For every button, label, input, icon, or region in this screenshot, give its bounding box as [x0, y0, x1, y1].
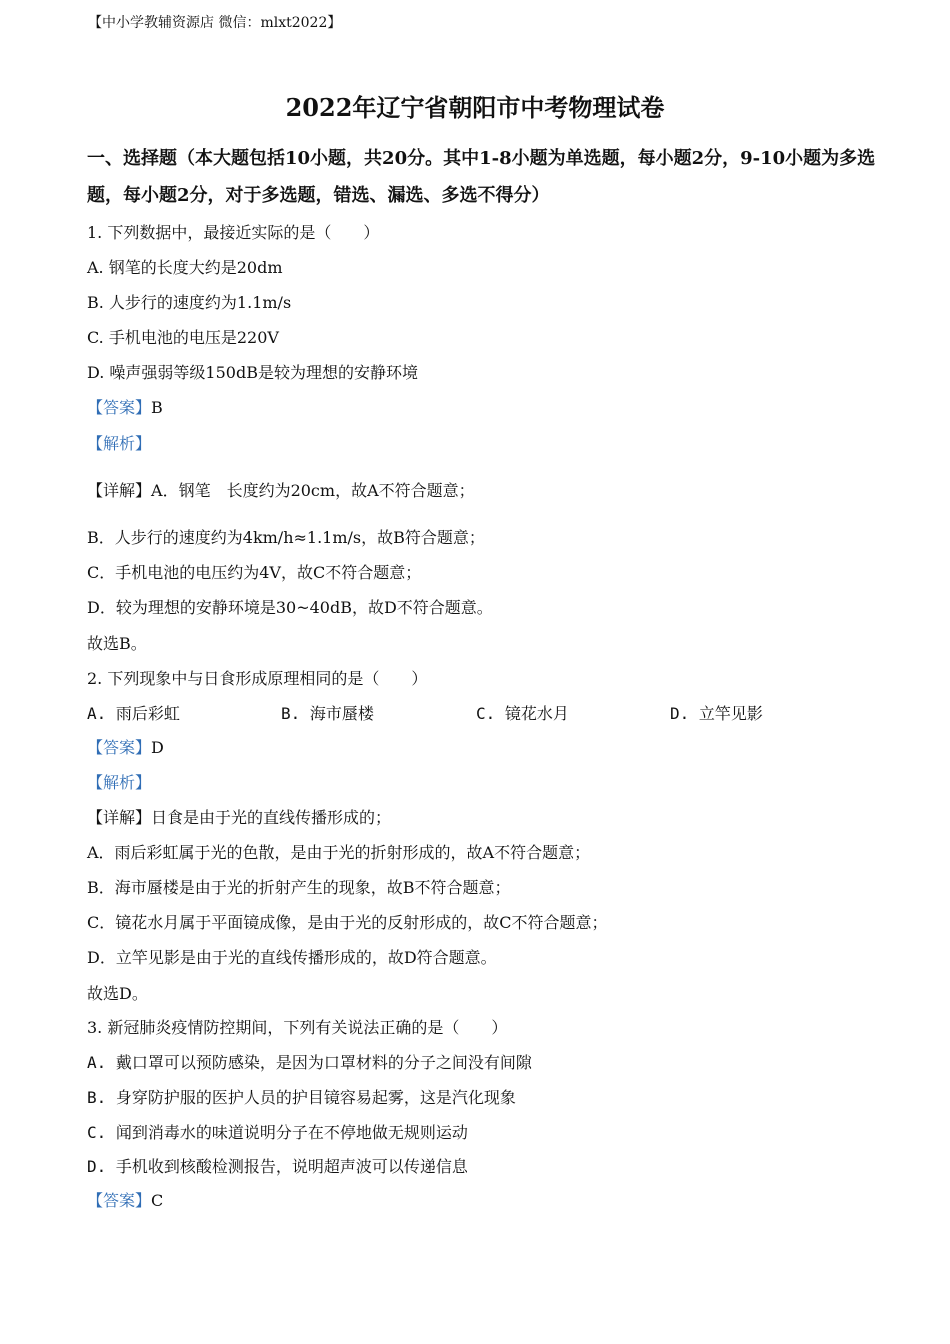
detail-label: 【详解】: [87, 481, 152, 500]
section-heading: 一、选择题（本大题包括10小题，共20分。其中1-8小题为单选题，每小题2分，9-10小题为多选题，每小题2分，对于多选题，错选、漏选、多选不得分）: [87, 148, 876, 206]
detail-label: 【详解】: [87, 808, 152, 827]
question-1-answer: [87, 395, 163, 418]
question-1-conclusion: 故选B。: [87, 634, 147, 653]
answer-value: D: [151, 738, 164, 757]
question-3-option-d: D. 手机收到核酸检测报告，说明超声波可以传递信息: [87, 1157, 468, 1176]
answer-label: 【答案】: [87, 738, 152, 757]
question-3-option-c: C. 闻到消毒水的味道说明分子在不停地做无规则运动: [87, 1123, 468, 1142]
question-2-detail-line: A．雨后彩虹属于光的色散，是由于光的折射形成的，故A不符合题意；: [87, 843, 591, 862]
question-1-detail-line: B．人步行的速度约为4km/h≈1.1m/s，故B符合题意；: [87, 528, 485, 547]
page-title: 2022年辽宁省朝阳市中考物理试卷: [285, 93, 665, 122]
answer-value: C: [151, 1191, 164, 1210]
question-1-option-c: C. 手机电池的电压是220V: [87, 328, 279, 347]
question-2-stem: 2. 下列现象中与日食形成原理相同的是（ ）: [87, 669, 428, 688]
question-1-stem: 1. 下列数据中，最接近实际的是（ ）: [87, 223, 380, 242]
question-2-detail: [87, 805, 391, 828]
answer-label: 【答案】: [87, 1191, 152, 1210]
question-1-option-b: B. 人步行的速度约为1.1m/s: [87, 293, 292, 312]
question-1-detail: [87, 478, 475, 501]
question-1-detail-line: D．较为理想的安静环境是30~40dB，故D不符合题意。: [87, 598, 493, 617]
question-1-analysis-label: 【解析】: [87, 434, 152, 453]
answer-value: B: [151, 398, 163, 417]
question-2-answer: [87, 735, 164, 758]
question-3-option-a: A. 戴口罩可以预防感染，是因为口罩材料的分子之间没有间隙: [87, 1053, 532, 1072]
question-2-option-d: D. 立竿见影: [670, 704, 763, 723]
question-1-option-d: D. 噪声强弱等级150dB是较为理想的安静环境: [87, 363, 418, 382]
question-2-analysis-label: 【解析】: [87, 773, 152, 792]
question-2-option-c: C. 镜花水月: [476, 704, 569, 723]
question-3-option-b: B. 身穿防护服的医护人员的护目镜容易起雾，这是汽化现象: [87, 1088, 516, 1107]
question-2-detail-line: D．立竿见影是由于光的直线传播形成的，故D符合题意。: [87, 948, 497, 967]
question-3-answer: [87, 1188, 163, 1211]
question-2-detail-line: C．镜花水月属于平面镜成像，是由于光的反射形成的，故C不符合题意；: [87, 913, 608, 932]
detail-text: 日食是由于光的直线传播形成的；: [151, 808, 392, 827]
question-2-conclusion: 故选D。: [87, 984, 148, 1003]
detail-text: A．钢笔 长度约为20cm，故A不符合题意；: [151, 481, 475, 500]
page-header: 【中小学教辅资源店 微信：mlxt2022】: [88, 15, 342, 31]
question-2-option-a: A. 雨后彩虹: [87, 704, 180, 723]
question-3-stem: 3. 新冠肺炎疫情防控期间，下列有关说法正确的是（ ）: [87, 1018, 508, 1037]
answer-label: 【答案】: [87, 398, 152, 417]
question-2-detail-line: B．海市蜃楼是由于光的折射产生的现象，故B不符合题意；: [87, 878, 511, 897]
question-1-option-a: A. 钢笔的长度大约是20dm: [87, 258, 283, 277]
question-1-detail-line: C．手机电池的电压约为4V，故C不符合题意；: [87, 563, 422, 582]
question-2-option-b: B. 海市蜃楼: [281, 704, 374, 723]
